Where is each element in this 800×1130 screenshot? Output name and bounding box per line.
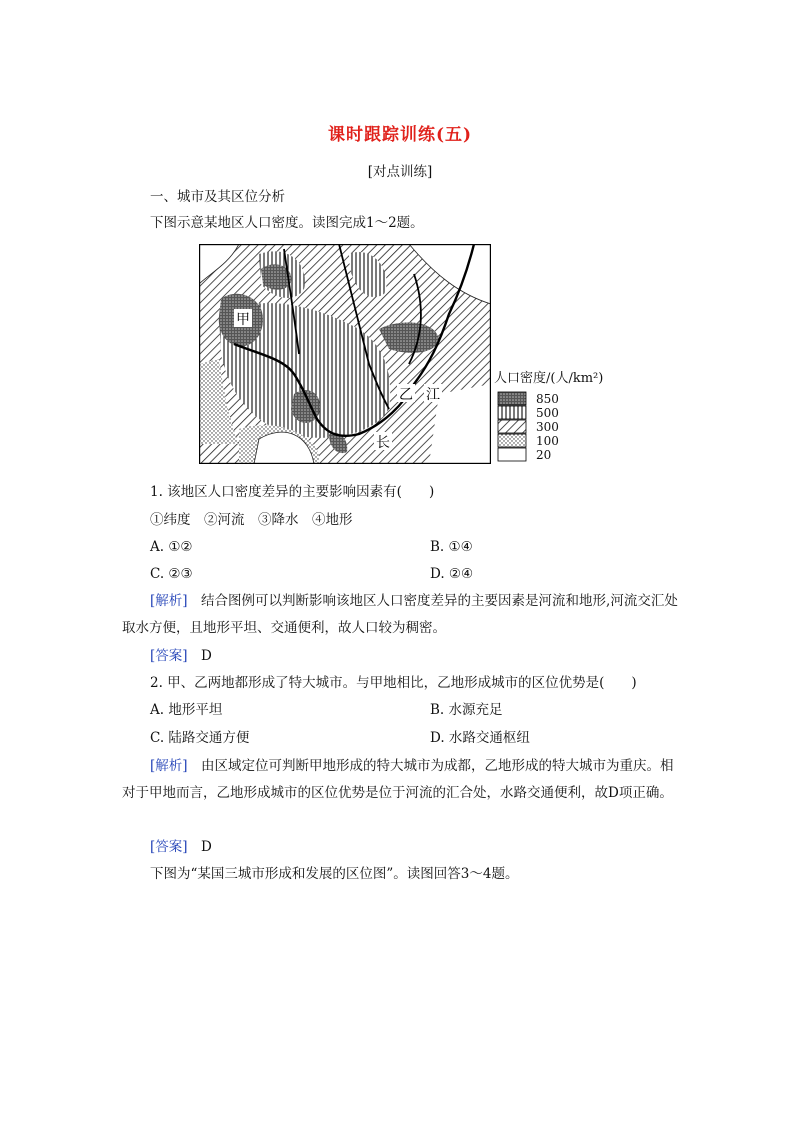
map-label-jiang: 江 (426, 387, 440, 403)
legend-swatch-850 (498, 392, 526, 405)
q1-answer-value: D (201, 648, 212, 664)
q2-answer-value: D (201, 839, 212, 855)
q1-option-d: D. ②④ (430, 566, 474, 582)
q1-option-a: A. ①② (150, 539, 193, 555)
q2-answer-tag: [答案] (150, 839, 188, 855)
legend-swatch-300 (498, 420, 526, 433)
legend-label-850: 850 (536, 392, 559, 406)
legend-swatch-20 (498, 448, 526, 461)
map-label-jia: 甲 (236, 312, 250, 328)
q2-option-a: A. 地形平坦 (150, 702, 223, 718)
legend-label-500: 500 (536, 406, 559, 420)
map-label-yi: 乙 (399, 387, 413, 403)
q1-answer-tag: [答案] (150, 648, 188, 664)
question-intro-3-4: 下图为“某国三城市形成和发展的区位图”。读图回答3～4题。 (150, 866, 519, 882)
q1-analysis-text: 结合图例可以判断影响该地区人口密度差异的主要因素是河流和地形,河流交汇处取水方便，且地形平坦、交通便利，故人口较为稠密。 (122, 593, 678, 636)
legend-title: 人口密度/(人/km²) (494, 371, 604, 386)
q1-analysis (122, 588, 682, 642)
question-intro: 下图示意某地区人口密度。读图完成1～2题。 (150, 215, 424, 231)
legend-label-100: 100 (536, 434, 559, 448)
q2-analysis (122, 753, 682, 807)
legend-label-300: 300 (536, 420, 559, 434)
q1-items: ①纬度 ②河流 ③降水 ④地形 (150, 512, 353, 528)
q2-stem: 2. 甲、乙两地都形成了特大城市。与甲地相比，乙地形成城市的区位优势是( ) (150, 675, 637, 691)
legend-swatch-500 (498, 406, 526, 419)
q2-analysis-text: 由区域定位可判断甲地形成的特大城市为成都，乙地形成的特大城市为重庆。相对于甲地而言，乙地形成城市的区位优势是位于河流的汇合处，水路交通便利，故D项正确。 (122, 758, 674, 801)
q2-option-c: C. 陆路交通方便 (150, 730, 250, 746)
population-density-map (199, 244, 491, 464)
page-title: 课时跟踪训练(五) (327, 125, 473, 145)
legend-label-20: 20 (536, 448, 552, 462)
map-label-chang: 长 (376, 435, 390, 451)
page-subtitle: [对点训练] (367, 164, 433, 180)
q2-analysis-tag: [解析] (150, 758, 188, 774)
legend-swatch-100 (498, 434, 526, 447)
q1-option-b: B. ①④ (430, 539, 473, 555)
q2-answer (150, 837, 212, 857)
section-heading: 一、城市及其区位分析 (150, 189, 285, 205)
q1-stem: 1. 该地区人口密度差异的主要影响因素有( ) (150, 484, 435, 500)
q1-option-c: C. ②③ (150, 566, 193, 582)
q1-answer (150, 646, 212, 666)
q2-option-d: D. 水路交通枢纽 (430, 730, 530, 746)
q2-option-b: B. 水源充足 (430, 702, 503, 718)
q1-analysis-tag: [解析] (150, 593, 188, 609)
map-legend (497, 390, 533, 464)
